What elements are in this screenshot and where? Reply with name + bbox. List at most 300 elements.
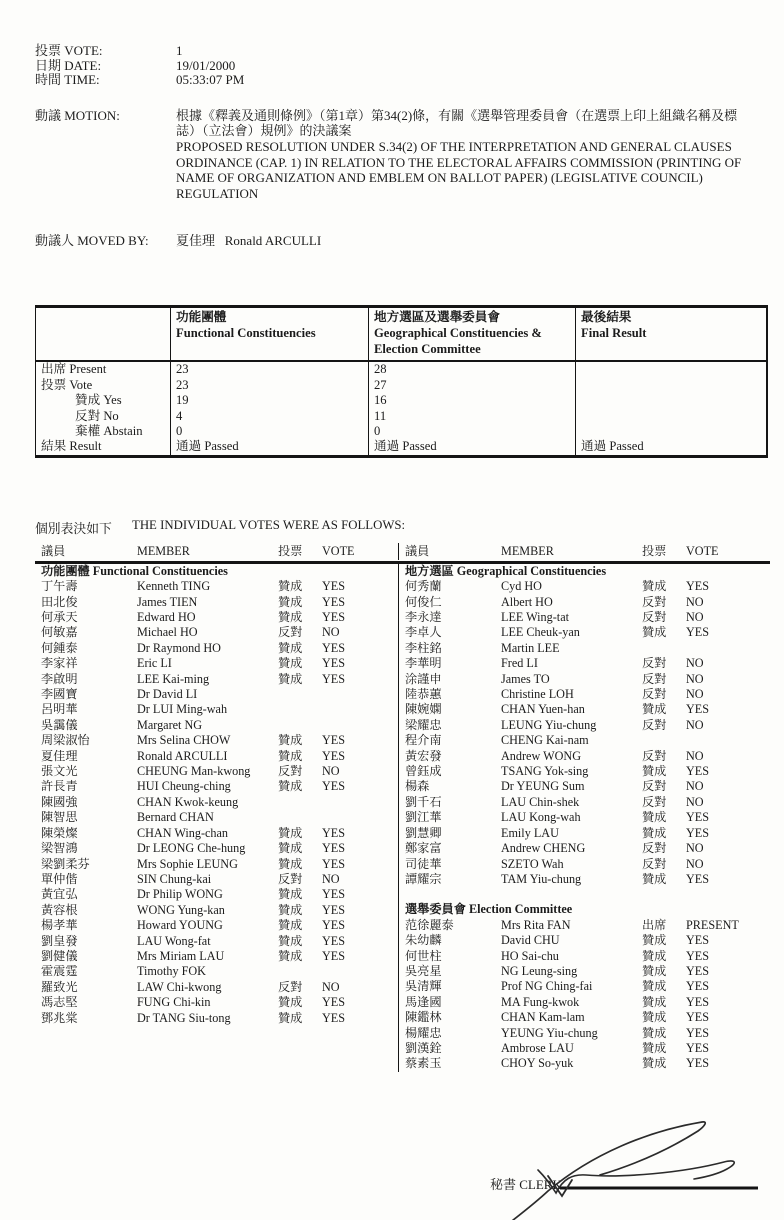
member-vote-en: YES	[686, 625, 710, 640]
member-vote-zh: 贊成	[278, 841, 303, 856]
member-row	[399, 610, 770, 625]
member-vote-zh: 贊成	[278, 887, 303, 902]
member-row	[399, 779, 770, 794]
summary-header-functional-zh: 功能團體	[176, 310, 227, 325]
member-vote-en: YES	[322, 671, 346, 686]
member-row	[399, 841, 770, 856]
clerk-label: 秘書 CLERK	[490, 1176, 562, 1192]
member-name-en: CHAN Kam-lam	[501, 1010, 585, 1025]
motion-text	[176, 108, 756, 202]
member-name-en: Cyd HO	[501, 579, 542, 594]
summary-row-final-value	[575, 378, 766, 393]
member-vote-en: YES	[686, 994, 710, 1009]
member-name-en: Eric LI	[137, 656, 172, 671]
member-vote-en	[322, 795, 398, 810]
member-vote-zh: 反對	[642, 610, 667, 624]
member-name-en: SIN Chung-kai	[137, 871, 212, 886]
member-vote-zh: 贊成	[278, 779, 303, 794]
member-row	[399, 733, 770, 748]
member-name-zh: 李國寶	[41, 687, 78, 702]
member-vote-en: YES	[686, 933, 710, 948]
member-vote-zh: 贊成	[642, 1010, 667, 1025]
member-vote-en: NO	[686, 794, 704, 809]
member-vote-zh: 出席	[642, 917, 667, 932]
member-vote-zh: 反對	[642, 794, 667, 809]
member-name-en: David CHU	[501, 933, 560, 948]
member-name-en: Dr Philip WONG	[137, 887, 223, 902]
member-vote-en: PRESENT	[686, 917, 739, 932]
member-row	[399, 872, 770, 887]
member-name-zh: 譚耀宗	[405, 871, 442, 886]
member-vote-en: YES	[322, 995, 346, 1010]
member-name-en: Mrs Miriam LAU	[137, 948, 225, 963]
member-vote-en: NO	[322, 979, 340, 994]
summary-row	[36, 393, 766, 408]
member-name-zh: 劉健儀	[41, 948, 78, 963]
member-name-en: Mrs Selina CHOW	[137, 733, 231, 748]
vote-number-row	[35, 44, 764, 59]
member-vote-zh: 贊成	[642, 948, 667, 963]
member-row	[35, 779, 398, 794]
member-vote-zh: 贊成	[278, 640, 303, 655]
time-row	[35, 73, 764, 88]
date-row	[35, 59, 764, 74]
member-row	[399, 1056, 770, 1071]
member-name-zh: 范徐麗泰	[405, 917, 454, 932]
member-name-zh: 吳清輝	[405, 979, 442, 994]
member-vote-zh: 贊成	[278, 902, 303, 917]
clerk-signature-icon	[450, 1118, 784, 1220]
member-name-en: LAW Chi-kwong	[137, 979, 222, 994]
signature-block	[450, 1118, 784, 1220]
summary-row	[36, 378, 766, 393]
time-label: 時間 TIME:	[35, 72, 100, 88]
motion-text-english: PROPOSED RESOLUTION UNDER S.34(2) OF THE INTERPRETATION AND GENERAL CLAUSES ORDINANCE (CAP. 1) IN RELATION TO THE ELECTORAL AFFAIRS COMMISSION (PRINTING OF NAME OF ORGANIZATION AND EMBLEM ON BALLOT PAPER) (LEGISLATIVE COUNCIL) REGULATION	[176, 138, 742, 201]
member-name-zh: 周梁淑怡	[41, 733, 90, 748]
member-name-en: James TO	[501, 671, 550, 686]
member-name-zh: 劉慧卿	[405, 825, 442, 840]
member-row	[399, 1041, 770, 1056]
summary-row-functional-value: 19	[170, 393, 368, 408]
member-vote-zh: 反對	[642, 594, 667, 609]
meta-block	[35, 44, 764, 88]
member-vote-en: YES	[322, 733, 346, 748]
motion-text-chinese: 根據《釋義及通則條例》（第1章）第34(2)條，有關《選舉管理委員會（在選票上印上組織名稱及標誌）（立法會）規例》的決議案	[176, 107, 738, 139]
member-vote-en	[322, 810, 398, 825]
member-name-zh: 陳智思	[41, 810, 78, 825]
member-row	[399, 933, 770, 948]
section-spacer	[399, 887, 770, 902]
col-vote-zh: 投票	[278, 543, 303, 558]
member-vote-en: YES	[322, 841, 346, 856]
member-vote-en: YES	[686, 825, 710, 840]
member-name-zh: 張文光	[41, 764, 78, 779]
member-row	[399, 579, 770, 594]
member-name-zh: 涂謹申	[405, 671, 442, 686]
member-vote-zh: 贊成	[278, 995, 303, 1010]
member-vote-en: NO	[686, 841, 704, 856]
member-vote-en: YES	[322, 933, 346, 948]
member-vote-zh	[278, 795, 322, 810]
summary-header-geographical-en: Geographical Constituencies & Election Committee	[374, 326, 542, 357]
member-name-en: NG Leung-sing	[501, 963, 578, 978]
member-name-zh: 何鍾泰	[41, 640, 78, 655]
member-row	[35, 749, 398, 764]
member-name-zh: 李永達	[405, 610, 442, 624]
member-vote-en	[686, 641, 770, 656]
member-row	[35, 764, 398, 779]
member-name-en: Mrs Rita FAN	[501, 917, 571, 932]
motion-label: 動議 MOTION:	[35, 107, 120, 123]
functional-member-list	[35, 579, 398, 1026]
vote-number-label: 投票 VOTE:	[35, 43, 103, 58]
member-row	[399, 764, 770, 779]
member-row	[35, 810, 398, 825]
moved-by-label: 動議人 MOVED BY:	[35, 233, 149, 249]
member-vote-zh: 贊成	[278, 610, 303, 624]
member-name-en: Fred LI	[501, 656, 538, 671]
member-name-zh: 何俊仁	[405, 594, 442, 609]
member-row	[35, 872, 398, 887]
member-vote-en	[322, 702, 398, 717]
member-vote-zh: 反對	[278, 871, 303, 886]
member-vote-zh: 贊成	[278, 933, 303, 948]
member-vote-en: NO	[686, 856, 704, 871]
member-name-zh: 司徒華	[405, 856, 442, 871]
summary-header-empty-cell	[36, 308, 170, 360]
member-name-en: Mrs Sophie LEUNG	[137, 856, 238, 871]
member-vote-en: NO	[686, 687, 704, 702]
member-vote-en: YES	[686, 1040, 710, 1055]
member-name-zh: 李卓人	[405, 625, 442, 640]
member-row	[35, 934, 398, 949]
member-name-zh: 吳靄儀	[41, 717, 78, 732]
member-vote-en: YES	[686, 979, 710, 994]
member-vote-zh	[278, 810, 322, 825]
member-name-en: Martin LEE	[501, 640, 560, 655]
member-name-en: Dr David LI	[137, 687, 198, 702]
member-row	[399, 918, 770, 933]
member-row	[35, 672, 398, 687]
member-vote-en: NO	[686, 656, 704, 671]
member-name-en: Margaret NG	[137, 717, 203, 732]
section-title-functional: 功能團體 Functional Constituencies	[41, 563, 228, 578]
member-name-zh: 陳榮燦	[41, 825, 78, 840]
member-name-zh: 李啟明	[41, 671, 78, 686]
member-name-zh: 夏佳理	[41, 748, 78, 763]
summary-row-final-value	[575, 409, 766, 424]
member-name-en: HUI Cheung-ching	[137, 779, 231, 794]
member-vote-zh: 贊成	[642, 1025, 667, 1040]
member-name-zh: 楊孝華	[41, 918, 78, 933]
summary-row-functional-value: 23	[170, 378, 368, 393]
summary-row-functional-value: 通過 Passed	[170, 439, 368, 454]
member-vote-zh: 贊成	[642, 764, 667, 779]
member-vote-zh: 贊成	[642, 825, 667, 840]
member-name-zh: 蔡素玉	[405, 1056, 442, 1071]
member-vote-zh: 贊成	[278, 825, 303, 840]
functional-column	[35, 564, 398, 1072]
member-vote-en: NO	[322, 764, 340, 779]
summary-header-geographical	[368, 308, 575, 360]
member-name-zh: 黃容根	[41, 902, 78, 917]
summary-row-geographical-value: 通過 Passed	[368, 439, 575, 454]
member-row	[35, 656, 398, 671]
member-vote-zh: 贊成	[278, 671, 303, 686]
col-vote-en: VOTE	[686, 543, 719, 558]
member-row	[399, 641, 770, 656]
member-name-zh: 鄭家富	[405, 841, 442, 856]
member-vote-en: YES	[322, 825, 346, 840]
member-name-en: Christine LOH	[501, 687, 574, 702]
member-name-zh: 霍震霆	[41, 964, 78, 979]
member-vote-zh: 贊成	[642, 810, 667, 825]
votes-header-right	[398, 543, 770, 560]
member-vote-zh: 反對	[642, 671, 667, 686]
member-vote-en	[686, 733, 770, 748]
member-name-en: Andrew WONG	[501, 748, 581, 763]
member-row	[399, 749, 770, 764]
member-vote-en: YES	[322, 594, 346, 609]
summary-header-geographical-zh: 地方選區及選舉委員會	[374, 310, 500, 325]
col-member-zh: 議員	[41, 543, 66, 558]
member-vote-zh: 反對	[642, 841, 667, 856]
member-vote-zh: 贊成	[278, 594, 303, 609]
member-name-en: Bernard CHAN	[137, 810, 214, 825]
member-vote-en: YES	[322, 748, 346, 763]
summary-row-label: 反對 No	[75, 408, 119, 423]
member-vote-en: NO	[686, 717, 704, 732]
member-vote-zh: 贊成	[642, 963, 667, 978]
time-value: 05:33:07 PM	[176, 72, 245, 88]
summary-row-functional-value: 4	[170, 409, 368, 424]
member-name-zh: 何秀蘭	[405, 579, 442, 594]
member-row	[399, 826, 770, 841]
member-row	[35, 857, 398, 872]
votes-table-header	[35, 543, 770, 560]
member-name-zh: 朱幼麟	[405, 933, 442, 948]
member-vote-zh: 贊成	[642, 979, 667, 994]
summary-row-label: 結果 Result	[41, 439, 102, 454]
member-vote-zh: 贊成	[642, 871, 667, 886]
member-name-en: LEE Kai-ming	[137, 671, 210, 686]
moved-by-block	[35, 230, 764, 249]
member-name-en: Dr YEUNG Sum	[501, 779, 585, 794]
summary-row-geographical-value: 27	[368, 378, 575, 393]
member-row	[35, 625, 398, 640]
member-vote-en: NO	[686, 594, 704, 609]
member-vote-en: YES	[322, 902, 346, 917]
member-vote-zh: 反對	[642, 687, 667, 702]
member-name-zh: 楊耀忠	[405, 1025, 442, 1040]
member-name-en: Dr TANG Siu-tong	[137, 1010, 231, 1025]
summary-row-geographical-value: 11	[368, 409, 575, 424]
votes-header-left	[35, 543, 398, 560]
member-row	[35, 995, 398, 1010]
member-vote-zh	[278, 964, 322, 979]
member-name-zh: 羅致光	[41, 979, 78, 994]
member-vote-en: YES	[322, 579, 346, 594]
summary-row-final-value	[575, 362, 766, 377]
member-vote-en: NO	[686, 779, 704, 794]
member-name-zh: 何敏嘉	[41, 625, 78, 640]
member-row	[35, 595, 398, 610]
member-row	[399, 687, 770, 702]
member-vote-zh: 贊成	[642, 579, 667, 594]
member-name-zh: 程介南	[405, 733, 442, 748]
summary-row-final-value: 通過 Passed	[575, 439, 766, 454]
summary-header-functional-en: Functional Constituencies	[176, 326, 316, 341]
member-row	[35, 826, 398, 841]
summary-row	[36, 409, 766, 424]
member-name-zh: 梁劉柔芬	[41, 856, 90, 871]
member-vote-zh: 贊成	[278, 948, 303, 963]
member-name-en: Howard YOUNG	[137, 918, 223, 933]
member-row	[35, 903, 398, 918]
member-row	[35, 980, 398, 995]
summary-table-header	[36, 308, 766, 362]
summary-row	[36, 424, 766, 439]
member-row	[35, 841, 398, 856]
member-name-zh: 何世柱	[405, 948, 442, 963]
member-vote-en: YES	[686, 810, 710, 825]
member-vote-en: YES	[322, 948, 346, 963]
individual-votes-title	[35, 518, 764, 537]
member-vote-zh: 反對	[278, 764, 303, 779]
member-name-en: LAU Wong-fat	[137, 933, 211, 948]
member-vote-en: NO	[322, 871, 340, 886]
summary-row-geographical-value: 0	[368, 424, 575, 439]
member-vote-zh: 贊成	[642, 1056, 667, 1071]
summary-row-functional-value: 23	[170, 362, 368, 377]
member-name-zh: 黃宏發	[405, 748, 442, 763]
member-name-en: Dr LUI Ming-wah	[137, 702, 228, 717]
member-vote-zh: 贊成	[278, 656, 303, 671]
summary-header-final-zh: 最後結果	[581, 310, 632, 325]
member-name-en: Ambrose LAU	[501, 1040, 574, 1055]
member-vote-en: YES	[686, 702, 710, 717]
member-row	[35, 795, 398, 810]
member-vote-en: YES	[686, 1056, 710, 1071]
member-name-en: James TIEN	[137, 594, 198, 609]
member-name-zh: 丁午壽	[41, 579, 78, 594]
individual-votes-title-en: THE INDIVIDUAL VOTES WERE AS FOLLOWS:	[132, 517, 406, 532]
member-row	[35, 702, 398, 717]
member-vote-zh: 贊成	[642, 933, 667, 948]
member-name-en: FUNG Chi-kin	[137, 995, 211, 1010]
member-vote-en: YES	[686, 1010, 710, 1025]
member-vote-zh: 贊成	[642, 1040, 667, 1055]
member-name-en: Michael HO	[137, 625, 198, 640]
summary-row-final-value	[575, 424, 766, 439]
summary-row-label: 投票 Vote	[41, 377, 93, 392]
member-name-en: TSANG Yok-sing	[501, 764, 589, 779]
motion-block	[35, 108, 764, 202]
member-vote-zh: 贊成	[642, 702, 667, 717]
summary-row-functional-value: 0	[170, 424, 368, 439]
member-row	[35, 733, 398, 748]
member-vote-en: YES	[686, 764, 710, 779]
member-row	[399, 672, 770, 687]
member-vote-en: YES	[686, 948, 710, 963]
member-vote-zh	[278, 687, 322, 702]
member-name-en: Dr Raymond HO	[137, 640, 221, 655]
member-name-en: CHOY So-yuk	[501, 1056, 574, 1071]
member-row	[399, 656, 770, 671]
member-row	[35, 949, 398, 964]
member-name-en: Andrew CHENG	[501, 841, 586, 856]
member-vote-en: YES	[322, 656, 346, 671]
summary-row-label: 棄權 Abstain	[75, 423, 143, 438]
member-name-en: Edward HO	[137, 610, 196, 624]
member-vote-zh: 反對	[642, 856, 667, 871]
member-name-zh: 陸恭蕙	[405, 687, 442, 702]
member-vote-zh: 反對	[642, 717, 667, 732]
member-name-en: TAM Yiu-chung	[501, 871, 582, 886]
member-row	[399, 979, 770, 994]
member-vote-en: NO	[686, 610, 704, 624]
member-row	[399, 625, 770, 640]
member-vote-zh: 贊成	[278, 1010, 303, 1025]
individual-votes-table	[35, 543, 770, 1072]
member-name-zh: 曾鈺成	[405, 764, 442, 779]
summary-row-geographical-value: 16	[368, 393, 575, 408]
member-name-zh: 吳亮星	[405, 963, 442, 978]
member-vote-en: YES	[322, 887, 346, 902]
member-name-zh: 陳婉嫻	[405, 702, 442, 717]
member-name-en: Albert HO	[501, 594, 553, 609]
member-name-en: CHENG Kai-nam	[501, 733, 589, 748]
col-member-zh: 議員	[405, 543, 430, 558]
section-title-geographical: 地方選區 Geographical Constituencies	[405, 563, 607, 578]
member-name-en: CHAN Wing-chan	[137, 825, 229, 840]
member-name-en: MA Fung-kwok	[501, 994, 580, 1009]
member-name-en: CHAN Kwok-keung	[137, 794, 239, 809]
member-name-en: CHAN Yuen-han	[501, 702, 585, 717]
member-name-zh: 黃宜弘	[41, 887, 78, 902]
summary-row-label: 出席 Present	[41, 362, 107, 377]
member-name-en: LEE Wing-tat	[501, 610, 569, 624]
member-vote-en	[322, 964, 398, 979]
member-row	[35, 918, 398, 933]
member-name-en: Kenneth TING	[137, 579, 211, 594]
member-name-zh: 劉千石	[405, 794, 442, 809]
date-value: 19/01/2000	[176, 57, 236, 73]
member-vote-en: NO	[686, 748, 704, 763]
member-vote-en: YES	[322, 640, 346, 655]
member-row	[399, 718, 770, 733]
col-vote-zh: 投票	[642, 543, 667, 558]
member-name-zh: 呂明華	[41, 702, 78, 717]
member-row	[35, 718, 398, 733]
member-name-en: CHEUNG Man-kwong	[137, 764, 251, 779]
member-vote-zh: 反對	[278, 979, 303, 994]
member-name-en: LAU Chin-shek	[501, 794, 580, 809]
member-name-zh: 陳國強	[41, 794, 78, 809]
member-name-zh: 許長青	[41, 779, 78, 794]
member-vote-zh: 反對	[642, 779, 667, 794]
member-name-zh: 馮志堅	[41, 995, 78, 1010]
geographical-member-list	[399, 579, 770, 887]
member-vote-en: YES	[322, 918, 346, 933]
member-row	[35, 687, 398, 702]
summary-row-final-value	[575, 393, 766, 408]
member-row	[399, 1026, 770, 1041]
member-vote-en: YES	[686, 871, 710, 886]
member-row	[35, 579, 398, 594]
member-vote-en: YES	[686, 1025, 710, 1040]
member-vote-zh	[278, 702, 322, 717]
